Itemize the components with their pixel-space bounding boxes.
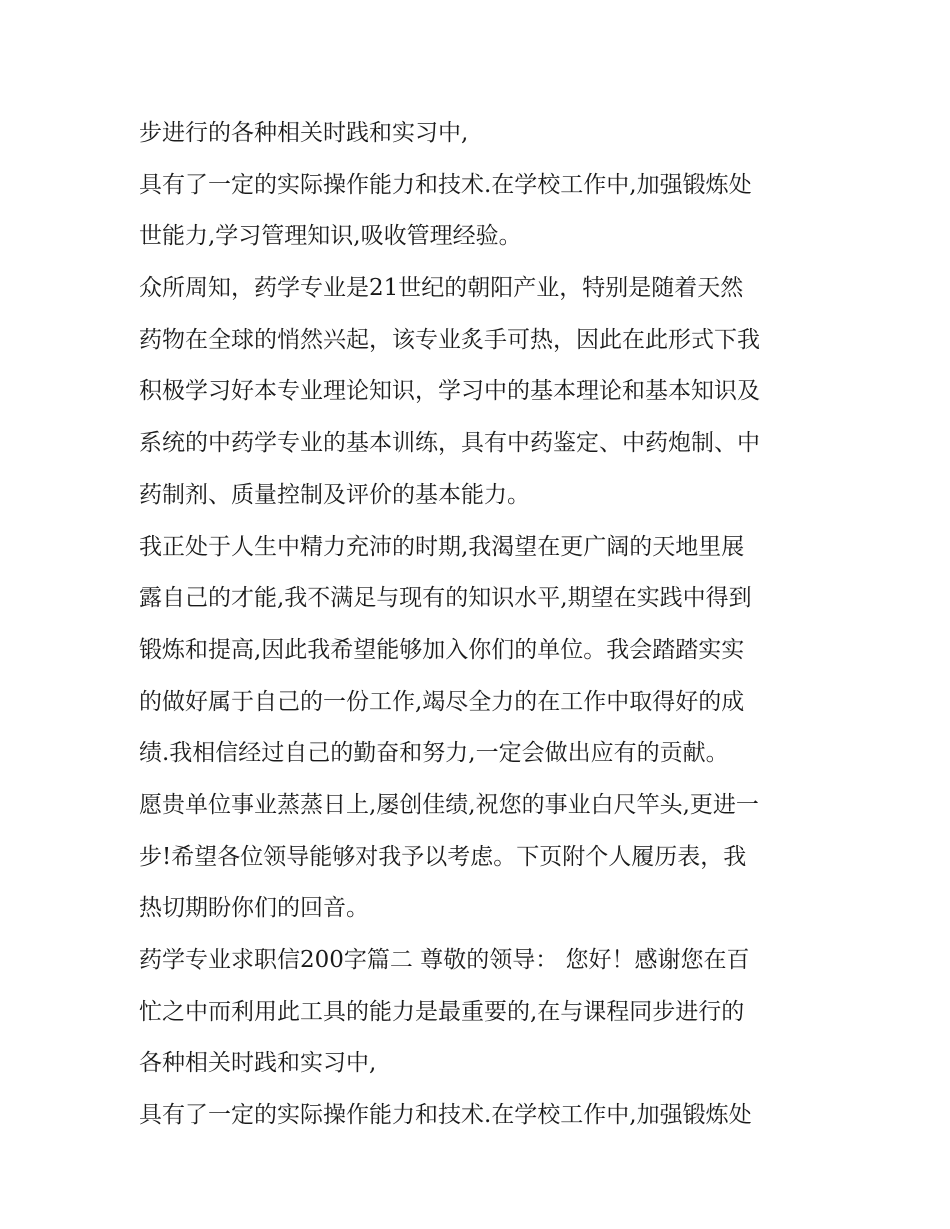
text-line: 愿贵单位事业蒸蒸日上,屡创佳绩,祝您的事业白尺竿头,更进一: [139, 791, 759, 818]
text-line: 各种相关时践和实习中,: [139, 1050, 377, 1077]
text-line: 锻炼和提高,因此我希望能够加入你们的单位。我会踏踏实实: [139, 636, 745, 663]
text-line: 热切期盼你们的回音。: [139, 895, 369, 922]
text-line: 步!希望各位领导能够对我予以考虑。下页附个人履历表，我: [139, 843, 747, 870]
text-line: 具有了一定的实际操作能力和技术.在学校工作中,加强锻炼处: [139, 1102, 752, 1129]
text-line: 积极学习好本专业理论知识，学习中的基本理论和基本知识及: [139, 378, 760, 405]
text-line: 系统的中药学专业的基本训练，具有中药鉴定、中药炮制、中: [139, 430, 760, 457]
text-line: 药物在全球的悄然兴起，该专业炙手可热，因此在此形式下我: [139, 326, 760, 353]
text-line: 步进行的各种相关时践和实习中,: [139, 120, 469, 146]
text-line: 药学专业求职信200字篇二 尊敬的领导： 您好！感谢您在百: [139, 947, 750, 973]
text-line: 世能力,学习管理知识,吸收管理经验。: [139, 223, 522, 250]
text-line: 我正处于人生中精力充沛的时期,我渴望在更广阔的天地里展: [139, 533, 745, 560]
text-line: 的做好属于自己的一份工作,竭尽全力的在工作中取得好的成: [139, 688, 745, 715]
text-line: 露自己的才能,我不满足与现有的知识水平,期望在实践中得到: [139, 585, 752, 612]
text-line: 绩.我相信经过自己的勤奋和努力,一定会做出应有的贡献。: [139, 740, 729, 767]
text-line: 具有了一定的实际操作能力和技术.在学校工作中,加强锻炼处: [139, 171, 752, 198]
text-line: 药制剂、质量控制及评价的基本能力。: [139, 481, 530, 508]
body-text: [139, 108, 819, 1142]
text-line: 众所周知，药学专业是21世纪的朝阳产业，特别是随着天然: [139, 275, 744, 302]
text-line: 忙之中而利用此工具的能力是最重要的,在与课程同步进行的: [139, 998, 745, 1025]
